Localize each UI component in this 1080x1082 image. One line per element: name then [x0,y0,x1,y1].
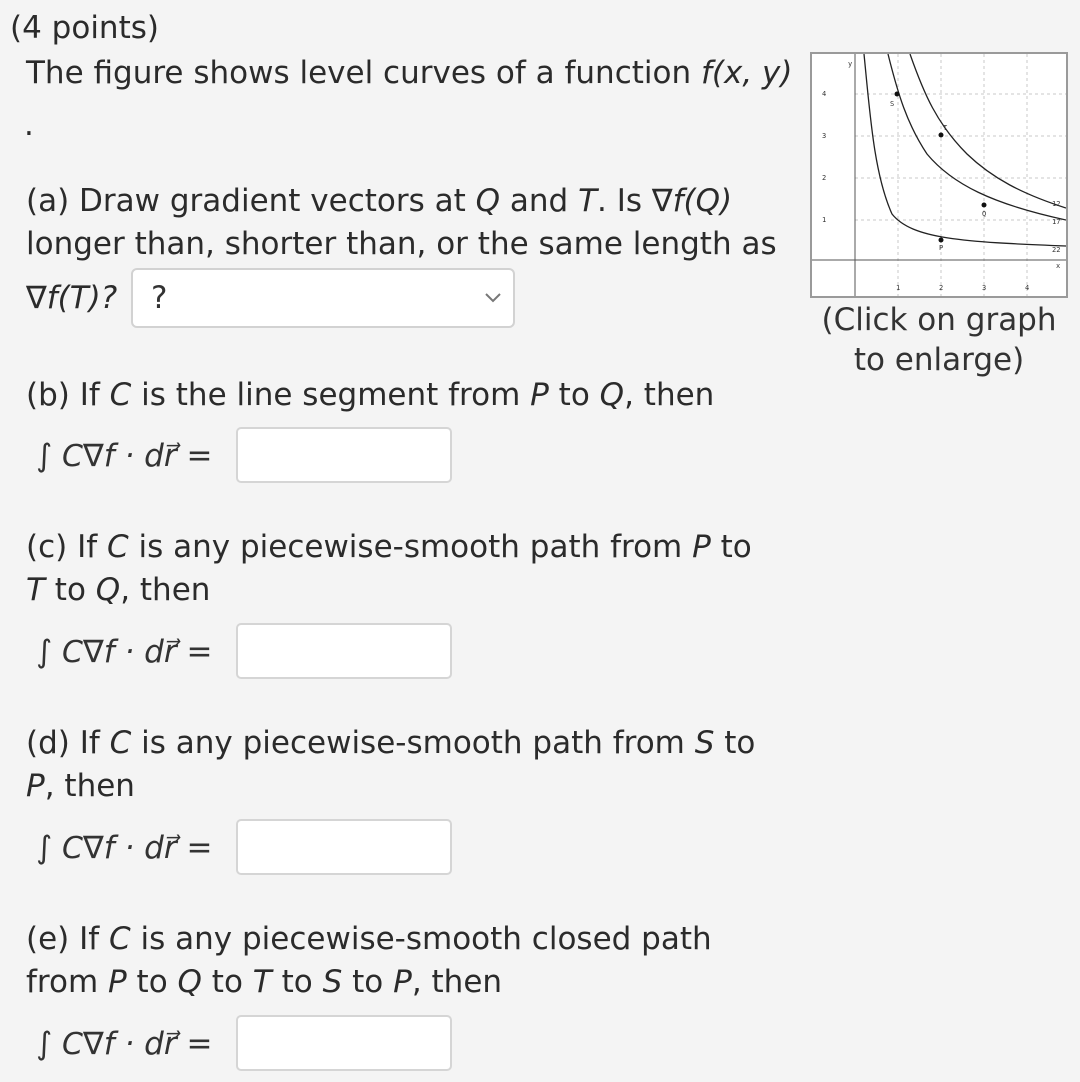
point-p: P [393,964,412,1000]
integral-symbol: ∫ [36,830,53,866]
x-tick-4: 4 [1025,284,1030,292]
part-e-to2: to [201,964,253,1000]
integral-body: ∇f · dr⃗ = [82,438,213,474]
y-tick-1: 1 [822,216,827,224]
point-s-marker [895,92,900,97]
point-t: T [578,183,598,219]
part-d-end: , then [44,768,135,804]
part-a-select[interactable] [131,268,515,328]
level-curve-22 [864,54,1066,246]
integral-sub: C [62,439,83,474]
point-p: P [692,529,711,565]
part-b-end: , then [624,377,715,413]
point-q: Q [95,572,121,608]
point-t: T [252,964,272,1000]
point-t-label: T [943,124,948,132]
part-a-select-value: ? [151,280,168,316]
integral-body: ∇f · dr⃗ = [82,634,213,670]
integral-sub: C [62,1027,83,1062]
level-curves-plot [812,54,1066,296]
level-curves-graph[interactable] [810,52,1068,298]
x-tick-1: 1 [896,284,901,292]
part-c-mid: is any piecewise-smooth path from [128,529,693,565]
y-tick-2: 2 [822,174,827,182]
intro-text [26,52,793,94]
x-axis-label: x [1056,262,1061,270]
answer-input-e[interactable] [236,1015,452,1071]
point-s: S [694,725,715,761]
point-p: P [530,377,549,413]
level-curve-12 [910,54,1066,208]
part-b-lead: (b) If [26,377,110,413]
part-b-to: to [548,377,600,413]
part-a-and: and [500,183,579,219]
answer-input-c[interactable] [236,623,452,679]
curve-c: C [109,921,131,957]
part-e-line1 [26,918,712,960]
part-c-line1 [26,526,752,568]
part-e-to4: to [342,964,394,1000]
chevron-down-icon [483,274,503,322]
point-s-label: S [890,100,895,108]
part-e-end: , then [411,964,503,1000]
caption-line-1: (Click on graph [821,302,1057,338]
curve-label-22: 22 [1052,246,1061,254]
point-p-marker [939,238,944,243]
point-q-label: Q [982,210,987,218]
intro-dot: . [24,107,34,143]
integral-symbol: ∫ [36,438,53,474]
integral-sub: C [62,831,83,866]
level-curve-17 [888,54,1066,220]
curve-label-12: 12 [1052,200,1061,208]
point-t-marker [939,133,944,138]
x-tick-3: 3 [982,284,987,292]
point-q: Q [475,183,501,219]
part-c-line2 [26,569,210,611]
part-d-line1 [26,722,755,764]
integral-expression [36,632,212,673]
grad-fq: ∇f(Q) [651,183,733,219]
part-c-to1: to [710,529,752,565]
part-d-to1: to [714,725,756,761]
part-a-is: . Is [597,183,652,219]
curve-c: C [109,725,132,761]
part-c-lead: (c) If [26,529,107,565]
integral-expression [36,828,212,869]
part-e-to1: to [126,964,178,1000]
curve-c: C [109,377,132,413]
grad-ft: ∇f(T)? [26,280,118,316]
integral-expression [36,436,212,477]
caption-line-2: to enlarge) [853,342,1025,378]
intro-lead: The figure shows level curves of a function [26,55,701,91]
integral-symbol: ∫ [36,1026,53,1062]
curve-label-17: 17 [1052,218,1061,226]
part-b-text [26,374,714,416]
integral-body: ∇f · dr⃗ = [82,1026,213,1062]
part-e-lead: (e) If [26,921,110,957]
point-q-marker [982,203,987,208]
y-tick-3: 3 [822,132,827,140]
curve-c: C [107,529,129,565]
graph-caption[interactable] [810,300,1068,380]
part-c-end: , then [120,572,211,608]
part-d-mid: is any piecewise-smooth path from [131,725,695,761]
point-p: P [26,768,45,804]
point-t: T [26,572,45,608]
part-d-line2 [26,765,135,807]
integral-sub: C [62,635,83,670]
integral-symbol: ∫ [36,634,53,670]
function-name: f(x, y) [700,55,793,91]
y-tick-4: 4 [822,90,827,98]
y-axis-label: y [848,60,853,68]
point-p-label: P [939,244,944,252]
part-e-line2 [26,961,502,1003]
point-q: Q [177,964,202,1000]
part-a-lead: (a) Draw gradient vectors at [26,183,476,219]
point-q: Q [599,377,625,413]
x-tick-2: 2 [939,284,944,292]
part-a-line1 [26,180,732,222]
integral-expression [36,1024,212,1065]
point-s: S [322,964,343,1000]
part-d-lead: (d) If [26,725,110,761]
part-e-from: from [26,964,108,1000]
part-b-mid: is the line segment from [131,377,531,413]
answer-input-b[interactable] [236,427,452,483]
part-c-to2: to [44,572,96,608]
part-a-line2: longer than, shorter than, or the same length as [26,226,777,262]
point-p: P [108,964,127,1000]
part-e-to3: to [271,964,323,1000]
points-label: (4 points) [10,10,159,46]
answer-input-d[interactable] [236,819,452,875]
integral-body: ∇f · dr⃗ = [82,830,213,866]
part-e-mid: is any piecewise-smooth closed path [130,921,712,957]
